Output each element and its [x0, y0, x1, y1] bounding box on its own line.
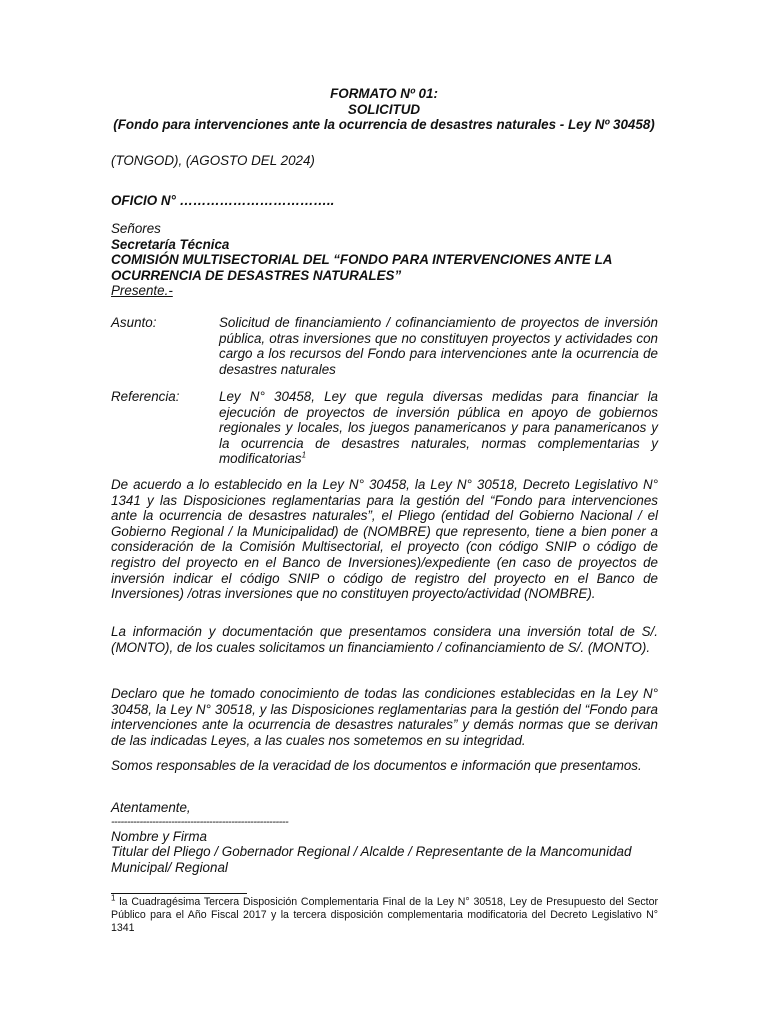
- fund-title: (Fondo para intervenciones ante la ocurrencia de desastres naturales - Ley Nº 30458): [113, 117, 655, 133]
- signer-role-line-2: Municipal/ Regional: [111, 859, 228, 875]
- asunto-label: Asunto:: [111, 315, 157, 330]
- commission-line-2: OCURRENCIA DE DESASTRES NATURALES”: [111, 267, 402, 283]
- closing-block: [111, 800, 671, 875]
- paragraph-1: De acuerdo a lo establecido en la Ley N° 30458, la Ley N° 30518, Decreto Legislativo N° 1341 y las Disposiciones reglamentarias para la gestión del “Fondo para intervenciones ante la ocurrencia de desastres naturales”, el Pliego (entidad del Gobierno Nacional / el Gobierno Regional / la Municipalidad) de (NOMBRE) que represento, tiene a bien poner a consideración de la Comisión Multisectorial, el proyecto (con código SNIP o código de registro del proyecto en el Banco de Inversiones)/expediente (en caso de proyectos de inversión indicar el código SNIP o código de registro del proyecto en el Banco de Inversiones) /otras inversiones que no constituyen proyecto/actividad (NOMBRE).: [111, 477, 658, 602]
- recipient-title: Secretaría Técnica: [111, 236, 230, 252]
- referencia-block: [219, 389, 658, 467]
- footnote-reference: 1: [301, 450, 307, 460]
- place-date: (TONGOD), (AGOSTO DEL 2024): [111, 153, 315, 168]
- signer-role-line-1: Titular del Pliego / Gobernador Regional / Alcalde / Representante de la Mancomunidad: [111, 844, 632, 860]
- commission-line-1: COMISIÓN MULTISECTORIAL DEL “FONDO PARA INTERVENCIONES ANTE LA: [111, 252, 613, 268]
- asunto-text: Solicitud de financiamiento / cofinanciamiento de proyectos de inversión pública, otras inversiones que no constituyen proyectos y actividades con cargo a los recursos del Fondo para intervenciones ante la ocurrencia de desastres naturales: [219, 315, 658, 377]
- document-type: SOLICITUD: [347, 101, 421, 117]
- signature-line: --------------------------------------------------------: [111, 815, 289, 828]
- footnote-number: 1: [111, 893, 116, 903]
- recipient-block: [111, 221, 671, 299]
- paragraph-4: Somos responsables de la veracidad de los documentos e información que presentamos.: [111, 758, 642, 773]
- footnote-separator: [111, 893, 247, 894]
- referencia-label: Referencia:: [111, 389, 180, 404]
- closing-greeting: Atentamente,: [111, 800, 191, 815]
- footnote: [111, 893, 658, 936]
- paragraph-3: Declaro que he tomado conocimiento de todas las condiciones establecidas en la Ley N° 30458, la Ley N° 30518, y las Disposiciones reglamentarias para la gestión del “Fondo para intervenciones ante la ocurrencia de desastres naturales” y demás normas que se derivan de las indicadas Leyes, a las cuales nos sometemos en su integridad.: [111, 686, 658, 748]
- presente: Presente.-: [111, 283, 173, 299]
- referencia-text: Ley N° 30458, Ley que regula diversas medidas para financiar la ejecución de proyectos de inversión pública en apoyo de gobiernos regionales y locales, los juegos panamericanos y para panamericanos y la ocurrencia de desastres naturales, normas complementarias y modificatorias: [219, 389, 658, 467]
- header-block: [0, 86, 768, 133]
- signature-name-label: Nombre y Firma: [111, 828, 207, 844]
- salutation: Señores: [111, 221, 161, 236]
- paragraph-2: La información y documentación que presentamos considera una inversión total de S/. (MONTO), de los cuales solicitamos un financiamiento / cofinanciamiento de S/. (MONTO).: [111, 624, 658, 655]
- format-number: FORMATO Nº 01:: [330, 86, 438, 101]
- footnote-text: la Cuadragésima Tercera Disposición Complementaria Final de la Ley N° 30518, Ley de Presupuesto del Sector Público para el Año Fiscal 2017 y la tercera disposición complementaria modificatoria del Decreto Legislativo N° 1341: [111, 896, 658, 935]
- oficio-number: OFICIO N° ……………………………..: [111, 193, 335, 208]
